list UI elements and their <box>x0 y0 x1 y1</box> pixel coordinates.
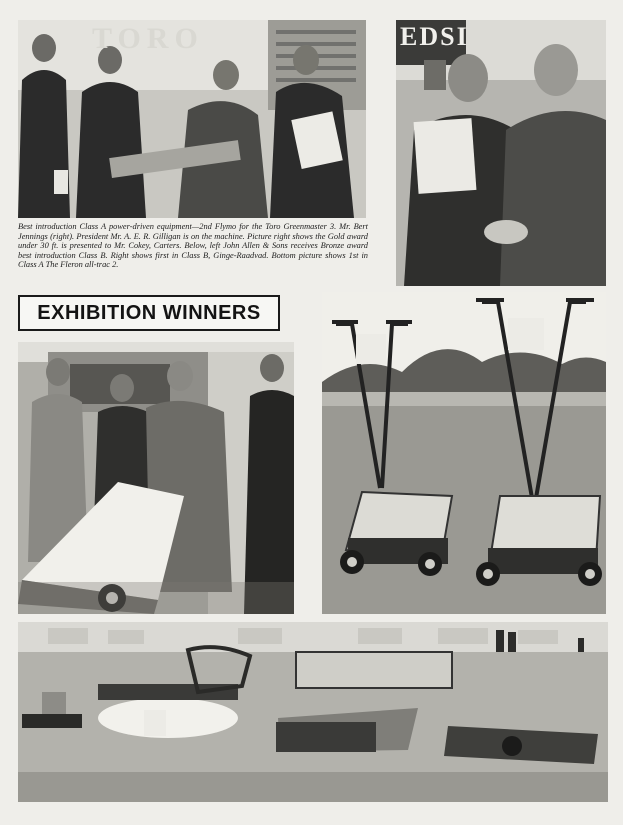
photo-toro-presentation <box>18 20 366 218</box>
photo-mowers-scene <box>322 292 606 614</box>
photo-all-trac-scene <box>18 622 608 802</box>
photo-sign-edsi: EDSI <box>400 22 469 51</box>
photo-sign-toro: TORO <box>92 22 204 55</box>
photo-class-b-mowers <box>322 292 606 614</box>
photo-sweeper-scene <box>18 342 294 614</box>
section-headline: EXHIBITION WINNERS <box>18 295 280 331</box>
photo-gold-award-handshake <box>396 20 606 286</box>
photo-caption: Best introduction Class A power-driven equipment—2nd Flymo for the Toro Greenmaster 3. Mr. Bert Jennings (right). President Mr. A. E. R. Gilligan is on the machine. Picture right shows the Gold award under 30 ft. is presented to Mr. Cokey, Carters. Below, left John Allen & Sons receives Bronze award best introduction Class B. Right shows first in Class B, Ginge-Raadvad. Bottom picture shows 1st in Class A The Fleron all-trac 2. <box>18 222 368 270</box>
photo-handshake-scene <box>396 20 606 286</box>
photo-bronze-award-sweeper <box>18 342 294 614</box>
photo-fleron-all-trac <box>18 622 608 802</box>
